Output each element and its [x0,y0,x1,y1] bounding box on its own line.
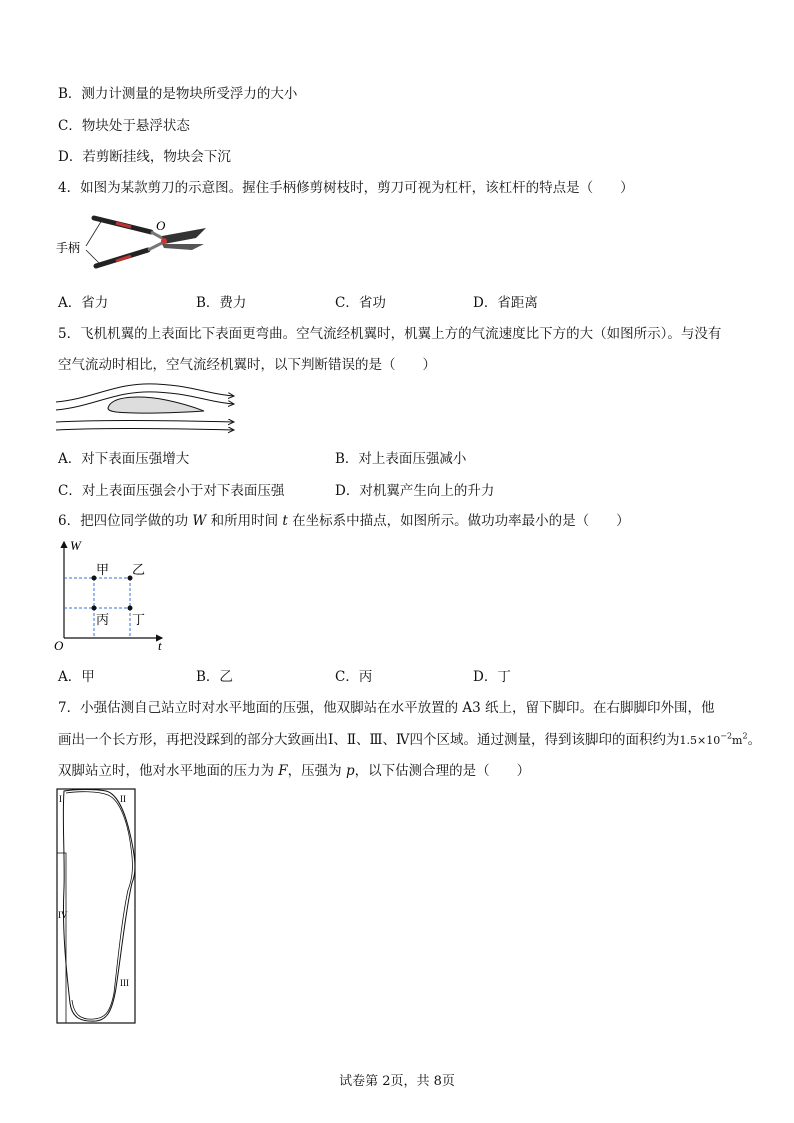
q4-option-b: B．费力 [196,295,247,311]
label-ding: 丁 [132,613,146,628]
q4-option-d: D．省距离 [473,295,538,311]
q6-stem-t: t [282,513,288,529]
q6-option-d: D．丁 [473,669,511,685]
q6-option-b: B．乙 [196,669,233,685]
work-time-graph [52,536,177,651]
q7-area-value: 1.5×10 [679,734,721,747]
q7-area-exponent: −2 [720,731,733,741]
label-bing: 丙 [96,613,110,628]
wing-airflow-figure [56,380,241,440]
q3-option-b: B．测力计测量的是物块所受浮力的大小 [58,86,298,102]
q7-force-symbol: F [278,763,288,779]
x-axis-label: t [158,638,162,651]
q6-stem-text-1: 6．把四位同学做的功 [58,513,193,529]
q5-stem-line2: 空气流动时相比，空气流经机翼时，以下判断错误的是（ ） [58,357,436,373]
q7-stem-line2 [58,728,761,748]
point-ding [128,606,133,611]
q7-stem-line1: 7．小强估测自己站立时对水平地面的压强，他双脚站在水平放置的 A3 纸上，留下脚印。在右脚脚印外围，他 [58,700,715,716]
q5-stem-line1: 5．飞机机翼的上表面比下表面更弯曲。空气流经机翼时，机翼上方的气流速度比下方的大（如图所示）。与没有 [58,326,722,342]
q7-stem-line2-text: 画出一个长方形，再把没踩到的部分大致画出Ⅰ、Ⅱ、Ⅲ、Ⅳ四个区域。通过测量，得到该脚印的面积约为 [58,732,680,748]
q5-option-c: C．对上表面压强会小于对下表面压强 [58,483,285,499]
q7-stem-line3-text-1: 双脚站立时，他对水平地面的压力为 [58,763,279,779]
q7-stem-line2-end: 。 [747,732,762,748]
pivot-label-o: O [156,218,166,233]
point-bing [92,606,97,611]
y-axis-label: W [70,538,81,553]
q6-stem-text-3: 在坐标系中描点，如图所示。做功功率最小的是（ ） [287,513,630,529]
q6-stem-text-2: 和所用时间 [206,513,283,529]
origin-label: O [54,638,64,651]
q5-option-b: B．对上表面压强减小 [335,451,467,467]
q5-option-d: D．对机翼产生向上的升力 [335,483,495,499]
q4-option-a: A．省力 [58,295,109,311]
q6-option-a: A．甲 [58,669,95,685]
scissors-figure [56,208,216,278]
handle-label: 手柄 [56,241,81,255]
pivot-point [161,238,167,244]
q7-area-unit: m [732,734,743,747]
q4-stem: 4．如图为某款剪刀的示意图。握住手柄修剪树枝时，剪刀可视为杠杆，该杠杆的特点是（ ） [58,180,634,196]
q7-stem-line3-text-2: ，压强为 [287,763,346,779]
q3-option-c: C．物块处于悬浮状态 [58,118,190,134]
region-label-iv: IV [58,910,68,920]
q6-option-c: C．丙 [335,669,373,685]
q7-area-unit-exponent: 2 [742,731,748,741]
page-footer: 试卷第 2页，共 8页 [339,1074,455,1089]
q4-option-c: C．省功 [335,295,386,311]
footprint-figure [56,788,138,1026]
q3-option-d: D．若剪断挂线，物块会下沉 [58,149,231,165]
region-label-ii: II [120,794,126,804]
wing-shape [108,397,204,413]
q7-stem-line3-text-3: ，以下估测合理的是（ ） [354,763,531,779]
q6-stem-w: W [192,513,207,529]
q6-stem [58,509,630,529]
region-label-i: I [59,794,62,804]
region-label-iii: III [120,978,129,988]
q7-pressure-symbol: p [345,763,355,779]
label-yi: 乙 [132,563,146,578]
q5-option-a: A．对下表面压强增大 [58,451,190,467]
q7-stem-line3 [58,759,530,779]
label-jia: 甲 [96,563,110,578]
